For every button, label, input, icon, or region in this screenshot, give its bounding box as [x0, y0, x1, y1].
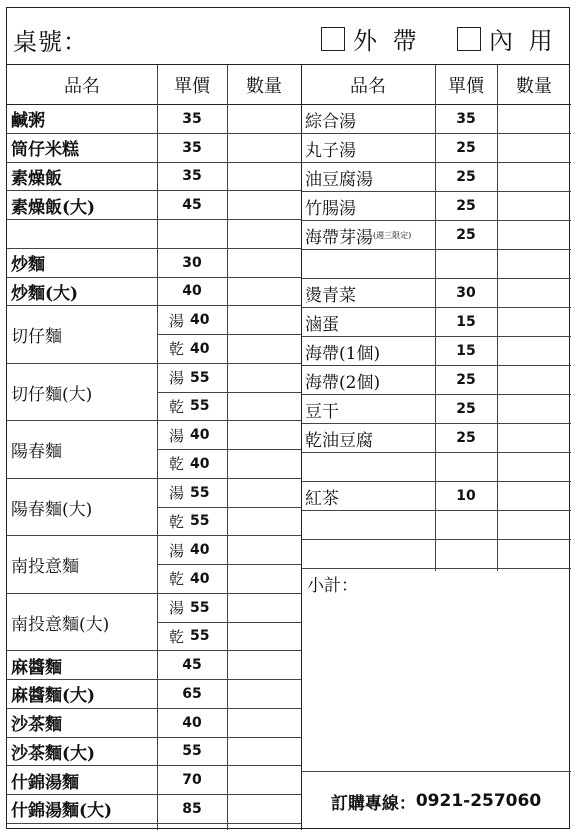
- menu-item-price: 55: [157, 738, 227, 767]
- item-name-text: 紅茶: [305, 488, 339, 509]
- menu-item-price: 25: [435, 366, 497, 395]
- right-name-header: 品名: [301, 65, 435, 105]
- quantity-cell[interactable]: [497, 366, 571, 395]
- menu-item-price-dry: [157, 565, 227, 594]
- menu-item-price: 25: [435, 221, 497, 250]
- item-name-text: 海帶芽湯: [305, 227, 373, 248]
- menu-item-name: 炒麵(大): [7, 278, 157, 307]
- quantity-cell[interactable]: [227, 421, 301, 450]
- soup-label: 湯: [169, 599, 185, 618]
- menu-item-price: 35: [157, 163, 227, 192]
- menu-item-price: 40: [157, 709, 227, 738]
- quantity-cell[interactable]: [497, 279, 571, 308]
- quantity-cell[interactable]: [227, 191, 301, 220]
- quantity-cell[interactable]: [227, 594, 301, 623]
- quantity-cell[interactable]: [227, 105, 301, 134]
- menu-item-name: 麻醬麵(大): [7, 680, 157, 709]
- dry-label: 乾: [169, 570, 185, 589]
- menu-item-name: 沙茶麵: [7, 709, 157, 738]
- quantity-cell[interactable]: [497, 482, 571, 511]
- quantity-cell[interactable]: [227, 508, 301, 537]
- menu-item-price-dry: [157, 508, 227, 537]
- quantity-cell[interactable]: [227, 134, 301, 163]
- quantity-cell[interactable]: [497, 163, 571, 192]
- quantity-cell[interactable]: [227, 680, 301, 709]
- menu-item-price: 35: [435, 105, 497, 134]
- menu-item-name: 筒仔米糕: [7, 134, 157, 163]
- quantity-cell[interactable]: [227, 163, 301, 192]
- menu-item-name: 麻醬麵: [7, 651, 157, 680]
- menu-item-price: [435, 540, 497, 569]
- divider: [435, 65, 436, 571]
- takeout-option[interactable]: [321, 21, 421, 56]
- menu-item-name: 素燥飯(大): [7, 191, 157, 220]
- price-value: 55: [190, 628, 210, 645]
- menu-item-price-soup: [157, 594, 227, 623]
- price-value: 55: [190, 484, 210, 501]
- menu-item-price: 25: [435, 395, 497, 424]
- item-name-text: 海帶(2個): [305, 372, 381, 393]
- menu-item-name: [301, 163, 435, 192]
- menu-item-price-dry: [157, 623, 227, 652]
- menu-item-price: 30: [157, 249, 227, 278]
- item-name-text: 乾油豆腐: [305, 430, 373, 451]
- quantity-cell[interactable]: [227, 306, 301, 335]
- takeout-checkbox[interactable]: [321, 27, 345, 51]
- menu-item-price: 25: [435, 192, 497, 221]
- price-value: 55: [190, 369, 210, 386]
- menu-item-price: [435, 453, 497, 482]
- quantity-cell[interactable]: [227, 393, 301, 422]
- menu-item-name: 南投意麵: [7, 536, 157, 594]
- divider: [301, 65, 302, 830]
- quantity-cell[interactable]: [227, 536, 301, 565]
- menu-item-price-soup: [157, 479, 227, 508]
- quantity-cell[interactable]: [497, 192, 571, 221]
- menu-item-name: [301, 250, 435, 279]
- table-number-label: 桌號：: [13, 28, 88, 56]
- right-qty-header: 數量: [497, 65, 571, 105]
- menu-item-price: 65: [157, 680, 227, 709]
- price-value: 40: [190, 570, 210, 587]
- menu-item-name: 陽春麵: [7, 421, 157, 479]
- menu-item-name: [301, 192, 435, 221]
- dine-in-checkbox[interactable]: [457, 27, 481, 51]
- menu-item-name: [301, 395, 435, 424]
- takeout-label: 外 帶: [353, 27, 421, 55]
- menu-item-price: 30: [435, 279, 497, 308]
- menu-item-price-soup: [157, 536, 227, 565]
- menu-item-name: [301, 540, 435, 569]
- menu-item-price-soup: [157, 421, 227, 450]
- menu-item-name: 什錦湯麵: [7, 766, 157, 795]
- quantity-cell[interactable]: [497, 337, 571, 366]
- menu-item-price: 25: [435, 163, 497, 192]
- menu-item-name: [301, 511, 435, 540]
- menu-item-price: 70: [157, 766, 227, 795]
- quantity-cell[interactable]: [497, 250, 571, 279]
- menu-item-price: 15: [435, 308, 497, 337]
- subtotal-label: 小計：: [307, 576, 358, 596]
- menu-item-name: [7, 220, 157, 249]
- menu-item-name: [301, 424, 435, 453]
- hotline-number: 0921-257060: [415, 791, 542, 811]
- quantity-cell[interactable]: [497, 308, 571, 337]
- menu-item-name: 素燥飯: [7, 163, 157, 192]
- menu-item-price: 85: [157, 795, 227, 824]
- menu-item-name: 切仔麵(大): [7, 364, 157, 422]
- price-value: 40: [190, 427, 210, 444]
- menu-item-name: 沙茶麵(大): [7, 738, 157, 767]
- menu-item-name: 陽春麵(大): [7, 479, 157, 537]
- menu-item-name: 鹹粥: [7, 105, 157, 134]
- menu-item-name: [301, 134, 435, 163]
- quantity-cell[interactable]: [497, 453, 571, 482]
- menu-item-name: [301, 482, 435, 511]
- menu-item-price-dry: [157, 450, 227, 479]
- menu-item-name: 炒麵: [7, 249, 157, 278]
- quantity-cell[interactable]: [227, 651, 301, 680]
- menu-item-name: [301, 337, 435, 366]
- dine-in-label: 內 用: [489, 27, 557, 55]
- menu-item-price-soup: [157, 306, 227, 335]
- quantity-cell[interactable]: [227, 623, 301, 652]
- price-value: 40: [190, 542, 210, 559]
- quantity-cell[interactable]: [227, 795, 301, 824]
- quantity-cell[interactable]: [227, 364, 301, 393]
- menu-item-price: 45: [157, 651, 227, 680]
- quantity-cell[interactable]: [497, 395, 571, 424]
- menu-item-price: [435, 511, 497, 540]
- menu-item-price: 25: [435, 424, 497, 453]
- quantity-cell[interactable]: [227, 278, 301, 307]
- quantity-cell[interactable]: [227, 766, 301, 795]
- menu-item-name: [301, 453, 435, 482]
- menu-item-name: 南投意麵(大): [7, 594, 157, 652]
- menu-item-name: 切仔麵: [7, 306, 157, 364]
- dry-label: 乾: [169, 512, 185, 531]
- quantity-cell[interactable]: [497, 221, 571, 250]
- menu-item-name: [301, 279, 435, 308]
- menu-item-name: [301, 366, 435, 395]
- item-name-text: 燙青菜: [305, 285, 356, 306]
- price-value: 55: [190, 398, 210, 415]
- quantity-cell[interactable]: [227, 220, 301, 249]
- divider: [157, 65, 158, 830]
- dine-in-option[interactable]: [457, 21, 557, 56]
- right-price-header: 單價: [435, 65, 497, 105]
- menu-item-price: [435, 250, 497, 279]
- dry-label: 乾: [169, 627, 185, 646]
- item-note: (週三限定): [373, 230, 412, 240]
- menu-item-price: 15: [435, 337, 497, 366]
- dry-label: 乾: [169, 340, 185, 359]
- menu-item-name: [301, 308, 435, 337]
- soup-label: 湯: [169, 311, 185, 330]
- soup-label: 湯: [169, 541, 185, 560]
- hotline-label: 訂購專線：: [330, 793, 416, 814]
- menu-item-price: 25: [435, 134, 497, 163]
- order-form: [6, 7, 570, 829]
- menu-item-price: 10: [435, 482, 497, 511]
- item-name-text: 丸子湯: [305, 140, 356, 161]
- quantity-cell[interactable]: [227, 709, 301, 738]
- menu-item-price-soup: [157, 364, 227, 393]
- order-hotline: [301, 771, 571, 830]
- quantity-cell[interactable]: [497, 105, 571, 134]
- quantity-cell[interactable]: [497, 540, 571, 569]
- item-name-text: 竹腸湯: [305, 198, 356, 219]
- menu-item-price: [157, 220, 227, 249]
- menu-item-price-dry: [157, 393, 227, 422]
- quantity-cell[interactable]: [227, 479, 301, 508]
- item-name-text: 綜合湯: [305, 111, 356, 132]
- item-name-text: 油豆腐湯: [305, 169, 373, 190]
- soup-label: 湯: [169, 426, 185, 445]
- item-name-text: 滷蛋: [305, 314, 339, 335]
- menu-item-name: [301, 105, 435, 134]
- menu-item-price: 45: [157, 191, 227, 220]
- menu-item-price: 35: [157, 134, 227, 163]
- soup-label: 湯: [169, 484, 185, 503]
- quantity-cell[interactable]: [227, 565, 301, 594]
- form-header: [7, 8, 569, 65]
- left-qty-header: 數量: [227, 65, 301, 105]
- dry-label: 乾: [169, 455, 185, 474]
- quantity-cell[interactable]: [497, 134, 571, 163]
- quantity-cell[interactable]: [497, 424, 571, 453]
- item-name-text: 海帶(1個): [305, 343, 381, 364]
- price-value: 40: [190, 340, 210, 357]
- item-name-text: 豆干: [305, 401, 339, 422]
- divider: [497, 65, 498, 571]
- menu-item-price: 35: [157, 105, 227, 134]
- soup-label: 湯: [169, 369, 185, 388]
- divider: [227, 65, 228, 830]
- quantity-cell[interactable]: [227, 450, 301, 479]
- price-value: 55: [190, 599, 210, 616]
- menu-item-price-dry: [157, 335, 227, 364]
- menu-item-name: [301, 221, 435, 250]
- left-price-header: 單價: [157, 65, 227, 105]
- menu-item-price: 40: [157, 278, 227, 307]
- price-value: 40: [190, 312, 210, 329]
- left-name-header: 品名: [7, 65, 157, 105]
- quantity-cell[interactable]: [227, 738, 301, 767]
- menu-item-name: 什錦湯麵(大): [7, 795, 157, 824]
- price-value: 40: [190, 455, 210, 472]
- quantity-cell[interactable]: [227, 249, 301, 278]
- quantity-cell[interactable]: [227, 335, 301, 364]
- price-value: 55: [190, 513, 210, 530]
- dry-label: 乾: [169, 397, 185, 416]
- quantity-cell[interactable]: [497, 511, 571, 540]
